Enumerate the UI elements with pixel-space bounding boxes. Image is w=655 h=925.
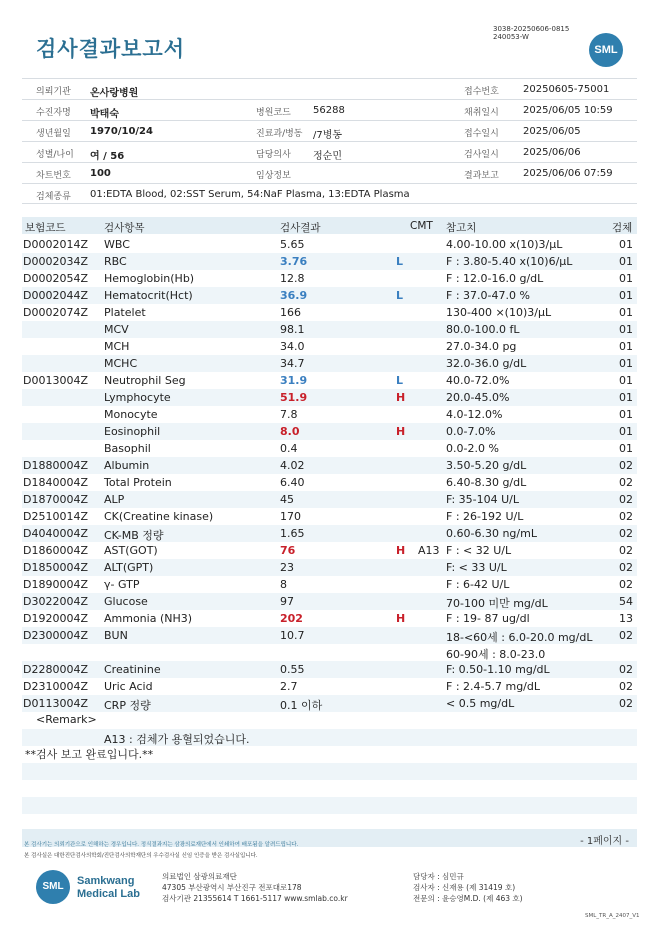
test-code: D4040004Z: [23, 527, 88, 540]
reference-range: 6.40-8.30 g/dL: [446, 476, 527, 489]
table-row: [22, 610, 637, 627]
reference-range: 3.50-5.20 g/dL: [446, 459, 527, 472]
test-name: Albumin: [104, 459, 150, 472]
specimen-code: 01: [619, 272, 633, 285]
footer-brand: Samkwang Medical Lab: [77, 875, 140, 900]
table-row: [22, 695, 637, 712]
reference-range: 0.0-7.0%: [446, 425, 496, 438]
comment-code: A13: [418, 544, 440, 557]
specimen-code: 54: [619, 595, 633, 608]
test-code: D1880004Z: [23, 459, 88, 472]
test-code: D1860004Z: [23, 544, 88, 557]
table-row: [22, 644, 637, 661]
test-result: 170: [280, 510, 301, 523]
specimen-code: 02: [619, 510, 633, 523]
info-row: 성별/나이 여 / 56 담당의사 정순민 검사일시 2025/06/06: [22, 141, 637, 162]
specimen-code: 02: [619, 578, 633, 591]
test-code: D1920004Z: [23, 612, 88, 625]
test-name: Eosinophil: [104, 425, 161, 438]
sml-logo: SML: [589, 33, 623, 67]
reference-range: 32.0-36.0 g/dL: [446, 357, 527, 370]
remark-a13: A13 : 검체가 용혈되었습니다.: [104, 733, 250, 746]
test-code: D1890004Z: [23, 578, 88, 591]
form-id: SML_TR_A_2407_V1: [585, 913, 640, 919]
reference-range: 130-400 ×(10)3/μL: [446, 306, 552, 319]
tested-date: 2025/06/06: [523, 147, 581, 158]
specimen-code: 01: [619, 408, 633, 421]
result-flag: L: [396, 255, 404, 268]
test-code: D2300004Z: [23, 629, 88, 642]
blank-band: [22, 797, 637, 814]
reference-range: F: < 33 U/L: [446, 561, 507, 574]
test-result: 45: [280, 493, 294, 506]
page-number: - 1페이지 -: [580, 836, 629, 847]
specimen-code: 01: [619, 238, 633, 251]
test-name: Hemoglobin(Hb): [104, 272, 195, 285]
info-row: 수진자명 박태숙 병원코드 56288 채취일시 2025/06/05 10:59: [22, 99, 637, 120]
reference-range: 80.0-100.0 fL: [446, 323, 520, 336]
result-flag: H: [396, 544, 406, 557]
test-name: ALP: [104, 493, 125, 506]
test-name: MCV: [104, 323, 129, 336]
table-row: [22, 440, 637, 457]
specimen-code: 02: [619, 629, 633, 642]
test-result: 36.9: [280, 289, 308, 302]
footer-staff: 담당자 : 심민규 검사자 : 신재용 (제 31419 호) 전문의 : 윤승영M.D. (제 463 호): [413, 872, 523, 903]
result-flag: L: [396, 374, 404, 387]
specimen-code: 01: [619, 442, 633, 455]
table-row: [22, 304, 637, 321]
table-row: [22, 355, 637, 372]
ward: /7병동: [313, 130, 343, 141]
results-table: [22, 236, 637, 712]
test-code: D2310004Z: [23, 680, 88, 693]
footer-logo: SML: [36, 870, 70, 904]
test-name: Creatinine: [104, 663, 161, 676]
test-result: 23: [280, 561, 294, 574]
test-result: 0.1 이하: [280, 699, 323, 712]
test-result: 31.9: [280, 374, 308, 387]
test-name: Total Protein: [104, 476, 172, 489]
specimen-code: 01: [619, 425, 633, 438]
result-flag: H: [396, 425, 406, 438]
table-row: [22, 508, 637, 525]
blank-band: [22, 763, 637, 780]
doctor: 정순민: [313, 151, 342, 162]
chart-number: 100: [90, 168, 111, 179]
reference-range: 27.0-34.0 pg: [446, 340, 517, 353]
reference-range: 4.00-10.00 x(10)3/μL: [446, 238, 563, 251]
specimen-code: 02: [619, 476, 633, 489]
result-flag: L: [396, 289, 404, 302]
reference-range: 60-90세 : 8.0-23.0: [446, 648, 546, 661]
test-name: RBC: [104, 255, 127, 268]
test-name: Platelet: [104, 306, 146, 319]
table-row: [22, 559, 637, 576]
footnote-bar: 본 검사기는 의뢰기관으로 인해하는 경우입니다. 정식결과지는 삼광의료재단에서 인쇄하여 배포됨을 알려드립니다. - 1페이지 -: [22, 829, 637, 847]
reference-range: 20.0-45.0%: [446, 391, 510, 404]
test-name: CK(Creatine kinase): [104, 510, 214, 523]
table-row: [22, 661, 637, 678]
specimen-code: 01: [619, 289, 633, 302]
table-row: [22, 372, 637, 389]
reference-range: 70-100 미만 mg/dL: [446, 597, 548, 610]
specimen-code: 02: [619, 680, 633, 693]
specimen-code: 02: [619, 459, 633, 472]
specimen-code: 02: [619, 493, 633, 506]
test-name: CRP 정량: [104, 699, 151, 712]
test-code: D0002044Z: [23, 289, 88, 302]
test-code: D1870004Z: [23, 493, 88, 506]
specimen-code: 02: [619, 544, 633, 557]
test-code: D1850004Z: [23, 561, 88, 574]
reference-range: 0.0-2.0 %: [446, 442, 499, 455]
test-name: Hematocrit(Hct): [104, 289, 193, 302]
test-result: 1.65: [280, 527, 305, 540]
table-row: [22, 338, 637, 355]
info-row: 차트번호 100 임상정보 결과보고 2025/06/06 07:59: [22, 162, 637, 183]
info-row: 생년월일 1970/10/24 진료과/병동 /7병동 접수일시 2025/06/05: [22, 120, 637, 141]
sex-age: 여 / 56: [90, 151, 125, 162]
table-row: [22, 321, 637, 338]
reference-range: 40.0-72.0%: [446, 374, 510, 387]
reference-range: F : 37.0-47.0 %: [446, 289, 530, 302]
test-name: Ammonia (NH3): [104, 612, 193, 625]
test-name: γ- GTP: [104, 578, 140, 591]
test-name: Glucose: [104, 595, 148, 608]
specimen-code: 02: [619, 527, 633, 540]
test-result: 34.7: [280, 357, 305, 370]
test-name: AST(GOT): [104, 544, 158, 557]
test-name: Lymphocyte: [104, 391, 171, 404]
test-result: 76: [280, 544, 296, 557]
certification-note: 본 검사실은 대한진단검사의학회/진단검사의학재단의 우수검사실 신임 인증을 받은 검사실입니다.: [24, 853, 258, 859]
test-result: 98.1: [280, 323, 305, 336]
test-result: 51.9: [280, 391, 308, 404]
test-name: Basophil: [104, 442, 151, 455]
test-result: 2.7: [280, 680, 298, 693]
test-code: D0002014Z: [23, 238, 88, 251]
received-date: 2025/06/05: [523, 126, 581, 137]
date-of-birth: 1970/10/24: [90, 126, 153, 137]
test-code: D0002034Z: [23, 255, 88, 268]
specimen-code: 01: [619, 255, 633, 268]
report-complete: **검사 보고 완료입니다.**: [25, 748, 154, 761]
report-title: 검사결과보고서: [36, 37, 186, 61]
test-code: D3022004Z: [23, 595, 88, 608]
test-result: 166: [280, 306, 301, 319]
test-result: 34.0: [280, 340, 305, 353]
test-result: 12.8: [280, 272, 305, 285]
specimen-code: 01: [619, 340, 633, 353]
reported-time: 2025/06/06 07:59: [523, 168, 613, 179]
reference-range: < 0.5 mg/dL: [446, 697, 515, 710]
test-name: Monocyte: [104, 408, 158, 421]
test-result: 3.76: [280, 255, 308, 268]
specimen-code: 01: [619, 391, 633, 404]
results-table-header: 보험코드 검사항목 검사결과 CMT 참고치 검체: [22, 217, 637, 234]
table-row: [22, 423, 637, 440]
result-flag: H: [396, 612, 406, 625]
reference-range: F : 12.0-16.0 g/dL: [446, 272, 544, 285]
reference-range: 18-<60세 : 6.0-20.0 mg/dL: [446, 631, 593, 644]
test-code: D0002054Z: [23, 272, 88, 285]
test-result: 0.4: [280, 442, 298, 455]
specimen-code: 13: [619, 612, 633, 625]
test-result: 4.02: [280, 459, 305, 472]
reference-range: F : 26-192 U/L: [446, 510, 524, 523]
specimen-code: 01: [619, 323, 633, 336]
test-result: 97: [280, 595, 294, 608]
table-row: [22, 678, 637, 695]
reference-range: F : 19- 87 ug/dl: [446, 612, 530, 625]
test-code: D1840004Z: [23, 476, 88, 489]
test-name: BUN: [104, 629, 128, 642]
test-code: D2510014Z: [23, 510, 88, 523]
table-row: [22, 270, 637, 287]
test-result: 8: [280, 578, 287, 591]
specimen-types: 01:EDTA Blood, 02:SST Serum, 54:NaF Plasma, 13:EDTA Plasma: [90, 189, 410, 200]
table-row: [22, 236, 637, 253]
reference-range: F: 35-104 U/L: [446, 493, 520, 506]
specimen-code: 02: [619, 561, 633, 574]
patient-name: 박태숙: [90, 109, 119, 120]
specimen-code: 02: [619, 697, 633, 710]
reference-range: F : < 32 U/L: [446, 544, 512, 557]
table-row: [22, 457, 637, 474]
test-name: Neutrophil Seg: [104, 374, 186, 387]
specimen-code: 01: [619, 357, 633, 370]
reference-range: F: 0.50-1.10 mg/dL: [446, 663, 550, 676]
reference-range: F : 6-42 U/L: [446, 578, 510, 591]
patient-info: [22, 78, 637, 204]
test-name: Uric Acid: [104, 680, 153, 693]
test-name: MCH: [104, 340, 130, 353]
test-result: 7.8: [280, 408, 298, 421]
test-result: 0.55: [280, 663, 305, 676]
table-row: [22, 389, 637, 406]
test-code: D2280004Z: [23, 663, 88, 676]
table-row: [22, 525, 637, 542]
info-row: 검체종류 01:EDTA Blood, 02:SST Serum, 54:NaF Plasma, 13:EDTA Plasma: [22, 183, 637, 204]
footer-address: 의료법인 삼광의료재단 47305 부산광역시 부산진구 전포대로178 검사기관 21355614 T 1661-5117 www.smlab.co.kr: [162, 872, 348, 903]
test-name: CK-MB 정량: [104, 529, 164, 542]
test-name: MCHC: [104, 357, 138, 370]
test-result: 8.0: [280, 425, 300, 438]
result-flag: H: [396, 391, 406, 404]
receipt-number: 20250605-75001: [523, 84, 610, 95]
table-row: [22, 474, 637, 491]
institution: 온사랑병원: [90, 88, 139, 99]
specimen-code: 01: [619, 374, 633, 387]
reference-range: 0.60-6.30 ng/mL: [446, 527, 537, 540]
table-row: [22, 253, 637, 270]
document-id: 3038-20250606-0815 240053-W: [493, 25, 570, 41]
test-result: 6.40: [280, 476, 305, 489]
collected-time: 2025/06/05 10:59: [523, 105, 613, 116]
remark-label: <Remark>: [36, 713, 97, 726]
table-row: [22, 542, 637, 559]
test-code: D0013004Z: [23, 374, 88, 387]
reference-range: F : 3.80-5.40 x(10)6/μL: [446, 255, 573, 268]
table-row: [22, 491, 637, 508]
table-row: [22, 406, 637, 423]
info-row: 의뢰기관 온사랑병원 접수번호 20250605-75001: [22, 78, 637, 99]
test-result: 202: [280, 612, 303, 625]
specimen-code: 01: [619, 306, 633, 319]
test-code: D0113004Z: [23, 697, 88, 710]
reference-range: 4.0-12.0%: [446, 408, 503, 421]
hospital-code: 56288: [313, 105, 345, 116]
test-name: WBC: [104, 238, 130, 251]
specimen-code: 02: [619, 663, 633, 676]
table-row: [22, 287, 637, 304]
test-result: 5.65: [280, 238, 305, 251]
table-row: [22, 627, 637, 644]
test-code: D0002074Z: [23, 306, 88, 319]
test-name: ALT(GPT): [104, 561, 154, 574]
test-result: 10.7: [280, 629, 305, 642]
table-row: [22, 576, 637, 593]
reference-range: F : 2.4-5.7 mg/dL: [446, 680, 540, 693]
table-row: [22, 593, 637, 610]
